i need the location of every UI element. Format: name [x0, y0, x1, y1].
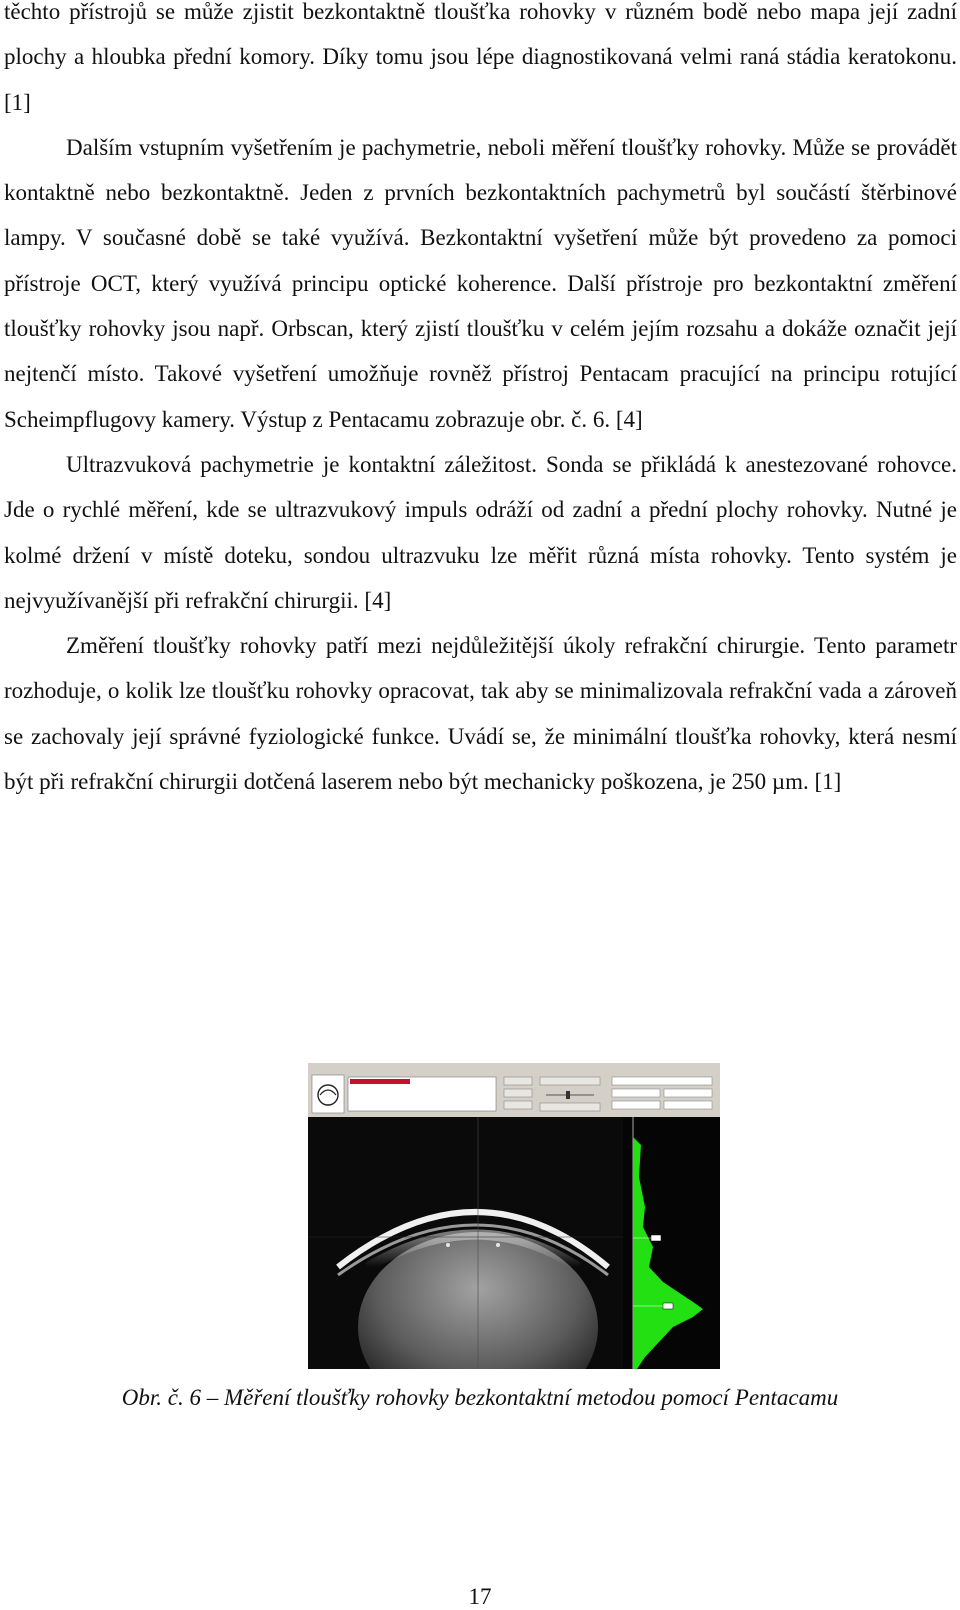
figure-control-panel [308, 1073, 720, 1117]
figure-window-menubar [308, 1063, 720, 1073]
pentacam-screenshot-figure [308, 1063, 720, 1369]
figure-control-panel-graphic [308, 1073, 720, 1117]
paragraph-3: Ultrazvuková pachymetrie je kontaktní záležitost. Sonda se přikládá k anestezované rohovce. Jde o rychlé měření, kde se ultrazvukový impuls odráží od zadní a přední plochy rohovky. Nutné je kolmé držení v místě doteku, sondou ultrazvuku lze měřit různá místa rohovky. Tento systém je nejvyužívanější při refrakční chirurgii. [4] [4, 451, 957, 613]
figure-caption: Obr. č. 6 – Měření tloušťky rohovky bezkontaktní metodou pomocí Pentacamu [121, 1385, 839, 1410]
density-profile-graph [623, 1117, 720, 1369]
scheimpflug-image-graphic [308, 1117, 623, 1369]
paragraph-1: těchto přístrojů se může zjistit bezkontaktně tloušťka rohovky v různém bodě nebo mapa její zadní plochy a hloubka přední komory. Díky tomu jsou lépe diagnostikovaná velmi raná stádia keratokonu. [1] [4, 0, 957, 115]
body-text [4, 0, 957, 804]
scheimpflug-image [308, 1117, 623, 1369]
paragraph-4: Změření tloušťky rohovky patří mezi nejdůležitější úkoly refrakční chirurgie. Tento parametr rozhoduje, o kolik lze tloušťku rohovky opracovat, tak aby se minimalizovala refrakční vada a zároveň se zachovaly její správné fyziologické funkce. Uvádí se, že minimální tloušťka rohovky, která nesmí být při refrakční chirurgii dotčená laserem nebo být mechanicky poškozena, je 250 µm. [1] [4, 633, 957, 795]
paragraph-2: Dalším vstupním vyšetřením je pachymetrie, neboli měření tloušťky rohovky. Může se provádět kontaktně nebo bezkontaktně. Jeden z prvních bezkontaktních pachymetrů byl součástí štěrbinové lampy. V současné době se také využívá. Bezkontaktní vyšetření může být provedeno za pomoci přístroje OCT, který využívá principu optické koherence. Další přístroje pro bezkontaktní změření tloušťky rohovky jsou např. Orbscan, který zjistí tloušťku v celém jejím rozsahu a dokáže označit její nejtenčí místo. Takové vyšetření umožňuje rovněž přístroj Pentacam pracující na principu rotující Scheimpflugovy kamery. Výstup z Pentacamu zobrazuje obr. č. 6. [4] [4, 134, 957, 432]
page-number: 17 [468, 1584, 492, 1609]
density-profile-graphic [623, 1117, 720, 1369]
